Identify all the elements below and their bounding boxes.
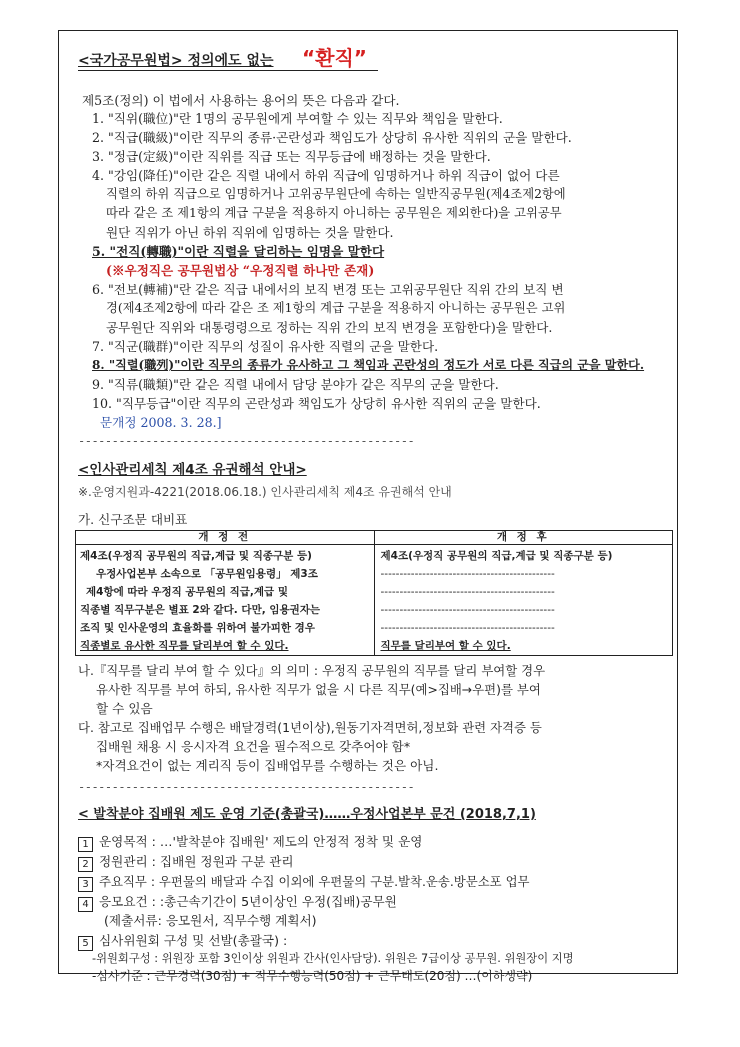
table-line: 제4항에 따라 우정직 공무원의 직급,계급 및 — [86, 586, 289, 598]
def-item: 7. "직군(職群)"이란 직무의 성질이 유사한 직렬의 군을 말한다. — [92, 339, 439, 354]
section1-title: <국가공무원법> 정의에도 없는 — [78, 53, 274, 69]
def-item-highlight: 5. "전직(轉職)"이란 직렬을 달리하는 임명을 말한다 — [92, 244, 385, 259]
def-item-cont: 공무원단 직위와 대통령령으로 정하는 직위 간의 보직 변경을 포함한다)을 말한다. — [106, 320, 553, 335]
criteria-item-cont: (제출서류: 응모원서, 직무수행 계획서) — [104, 913, 317, 928]
note-na-cont: 유사한 직무를 부여 하되, 유사한 직무가 없을 시 다른 직무(예>집배→우편)를 부여 — [96, 682, 541, 697]
table-line: 직종별로 유사한 직무를 달리부여 할 수 있다. — [80, 640, 289, 652]
note-na-cont: 할 수 있음 — [96, 701, 153, 716]
def-item-cont: 직렬의 하위 직급으로 임명하거나 고위공무원단에 속하는 일반직공무원(제4조제2항에 — [106, 187, 566, 201]
number-box: 2 — [78, 857, 93, 872]
note-da-cont: *자격요건이 없는 계리직 등이 집배업무를 수행하는 것은 아님. — [96, 758, 439, 773]
table-line: ---------------------------------------------- — [380, 568, 555, 580]
number-box: 1 — [78, 837, 93, 852]
divider: -------------------------------------------------- — [78, 780, 415, 794]
table-line: ---------------------------------------------- — [380, 586, 555, 598]
title-underline — [78, 70, 378, 71]
section2-sub-a: 가. 신구조문 대비표 — [78, 512, 188, 527]
criteria-text: 주요직무 : 우편물의 배달과 수집 이외에 우편물의 구분.발착.운송.방문소포 업무 — [99, 874, 530, 889]
table-line: ---------------------------------------------- — [380, 622, 555, 634]
red-note: (※우정직은 공무원법상 “우정직렬 하나만 존재) — [106, 263, 375, 278]
criteria-text: 운영목적 : …'발착분야 집배원' 제도의 안정적 정착 및 운영 — [99, 834, 423, 849]
table-line: 제4조(우정직 공무원의 직급,계급 및 직종구분 등) — [380, 550, 613, 562]
divider: -------------------------------------------------- — [78, 434, 415, 448]
def-item-cont: 따라 같은 조 제1항의 계급 구분을 적용하지 아니하는 공무원은 제외한다)을 고위공무 — [106, 206, 562, 220]
criteria-item — [78, 853, 294, 872]
def-item-cont: 경(제4조제2항에 따라 같은 조 제1항의 계급 구분을 적용하지 아니하는 공무원은 고위 — [106, 301, 566, 315]
section3-title: < 발착분야 집배원 제도 운영 기준(총괄국)……우정사업본부 문건 (2018,7,1) — [78, 807, 536, 822]
def-item-cont: 원단 직위가 아닌 하위 직위에 임명하는 것을 말한다. — [106, 225, 394, 240]
criteria-item — [78, 893, 397, 912]
def-item: 2. "직급(職級)"이란 직무의 종류·곤란성과 책임도가 상당히 유사한 직위의 군을 말한다. — [92, 130, 572, 145]
table-head-before: 개 정 전 — [76, 531, 375, 545]
table-head-after: 개 정 후 — [374, 531, 673, 545]
criteria-text: 정원관리 : 집배원 정원과 구분 관리 — [99, 854, 294, 869]
criteria-text: 응모요건 : :총근속기간이 5년이상인 우정(집배)공무원 — [99, 894, 397, 909]
number-box: 5 — [78, 936, 93, 951]
def-item: 9. "직류(職類)"란 같은 직렬 내에서 담당 분야가 같은 직무의 군을 말한다. — [92, 377, 499, 392]
table-line: 조직 및 인사운영의 효율화를 위하여 불가피한 경우 — [80, 622, 315, 634]
section1-title-emphasis: “환직” — [302, 46, 367, 70]
criteria-item — [78, 833, 422, 852]
table-line: 제4조(우정직 공무원의 직급,계급 및 직종구분 등) — [80, 550, 312, 562]
note-na: 나.『직무를 달리 부여 할 수 있다』의 의미 : 우정직 공무원의 직무를 달리 부여할 경우 — [78, 663, 546, 678]
def-item: 4. "강임(降任)"이란 같은 직렬 내에서 하위 직급에 임명하거나 하위 직급이 없어 다른 — [92, 168, 560, 183]
criteria-text: 심사위원회 구성 및 선발(총괄국) : — [99, 933, 288, 948]
note-da-cont: 집배원 채용 시 응시자격 요건을 필수적으로 갖추어야 함* — [96, 739, 411, 754]
table-cell-after — [374, 545, 673, 656]
criteria-item — [78, 932, 287, 951]
number-box: 3 — [78, 877, 93, 892]
section2-reference: ※.운영지원과-4221(2018.06.18.) 인사관리세칙 제4조 유권해석 안내 — [78, 485, 452, 499]
number-box: 4 — [78, 897, 93, 912]
def-item: 6. "전보(轉補)"란 같은 직급 내에서의 보직 변경 또는 고위공무원단 직위 간의 보직 변 — [92, 282, 564, 297]
table-line: 직무를 달리부여 할 수 있다. — [380, 640, 511, 652]
criteria-item-cont: -심사기준 : 근무경력(30점) + 직무수행능력(50점) + 근무태도(20점) …(이하생략) — [92, 969, 533, 983]
revision-note: 문개정 2008. 3. 28.] — [100, 415, 222, 430]
def-item: 1. "직위(職位)"란 1명의 공무원에게 부여할 수 있는 직무와 책임을 말한다. — [92, 111, 503, 126]
table-cell-before — [76, 545, 375, 656]
criteria-item-cont: -위원회구성 : 위원장 포함 3인이상 위원과 간사(인사담당). 위원은 7급이상 공무원. 위원장이 지명 — [92, 952, 574, 965]
criteria-item — [78, 873, 530, 892]
note-da: 다. 참고로 집배업무 수행은 배달경력(1년이상),원동기자격면허,정보화 관련 자격증 등 — [78, 720, 542, 735]
section1-intro: 제5조(정의) 이 법에서 사용하는 용어의 뜻은 다음과 같다. — [82, 93, 400, 108]
section2-title: <인사관리세칙 제4조 유권해석 안내> — [78, 462, 307, 478]
comparison-table — [75, 530, 673, 656]
table-line: 직종별 직무구분은 별표 2와 같다. 다만, 임용권자는 — [80, 604, 321, 616]
table-line: ---------------------------------------------- — [380, 604, 555, 616]
def-item-highlight: 8. "직렬(職列)"이란 직무의 종류가 유사하고 그 책임과 곤란성의 정도가 서로 다른 직급의 군을 말한다. — [92, 358, 645, 372]
def-item: 10. "직무등급"이란 직무의 곤란성과 책임도가 상당히 유사한 직위의 군을 말한다. — [92, 396, 541, 411]
table-line: 우정사업본부 소속으로 「공무원임용령」 제3조 — [96, 568, 318, 580]
def-item: 3. "정급(定級)"이란 직위를 직급 또는 직무등급에 배정하는 것을 말한다. — [92, 149, 491, 164]
